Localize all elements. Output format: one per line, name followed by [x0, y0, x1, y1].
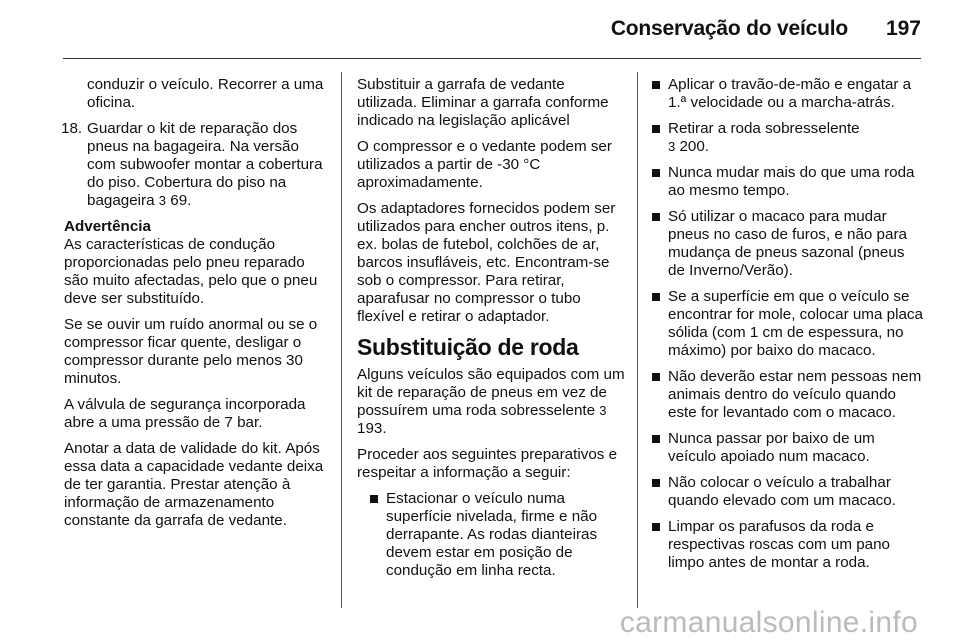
bullet-square-icon — [652, 479, 660, 487]
page-ref[interactable]: 69. — [170, 192, 192, 209]
bullet-item — [366, 490, 625, 580]
bullet-square-icon — [652, 373, 660, 381]
bullet-text: Nunca passar por baixo de um veículo apoiado num macaco. — [668, 430, 875, 465]
page-ref-icon: 3 — [599, 403, 607, 418]
bullet-item — [648, 474, 923, 510]
column-middle — [357, 76, 625, 588]
page-number: 197 — [885, 17, 921, 40]
bullet-text: Nunca mudar mais do que uma roda ao mesmo tempo. — [668, 164, 915, 199]
paragraph: Se se ouvir um ruído anormal ou se o compressor ficar quente, desligar o compressor durante pelo menos 30 minutos. — [64, 316, 318, 387]
bullet-item — [648, 368, 923, 422]
paragraph: Os adaptadores fornecidos podem ser utilizados para encher outros itens, p. ex. bolas de futebol, colchões de ar, barcos insufláveis, etc. Encontram-se sob o compressor. Para retirar, aparafusar no compressor o tubo flexível e retirar o adaptador. — [357, 200, 616, 325]
column-divider — [341, 72, 342, 608]
bullet-text: Estacionar o veículo numa superfície nivelada, firme e não derrapante. As rodas dianteiras devem estar em posição de condução em linha recta. — [386, 490, 598, 579]
column-right — [648, 76, 923, 580]
paragraph: Proceder aos seguintes preparativos e respeitar a informação a seguir: — [357, 446, 618, 481]
page-title: Conservação do veículo — [610, 17, 848, 40]
warning-box — [63, 218, 328, 530]
bullet-item — [648, 164, 923, 200]
bullet-text: Limpar os parafusos da roda e respectivas roscas com um pano limpo antes de montar a roda. — [668, 518, 890, 571]
page-ref-icon: 3 — [158, 193, 167, 208]
bullet-text: Só utilizar o macaco para mudar pneus no caso de furos, e não para mudança de pneus sazonal (pneus de Inverno/Verão). — [668, 208, 907, 279]
header-rule — [63, 58, 921, 59]
bullet-square-icon — [652, 169, 660, 177]
bullet-square-icon — [652, 125, 660, 133]
list-item — [63, 120, 328, 210]
bullet-square-icon — [652, 213, 660, 221]
paragraph: As características de condução proporcionadas pelo pneu reparado são muito afectadas, pelo que o pneu deve ser substituído. — [64, 236, 318, 307]
item-number: 18. — [61, 120, 83, 137]
paragraph — [357, 366, 625, 438]
bullet-item — [648, 288, 923, 360]
bullet-text: Não colocar o veículo a trabalhar quando elevado com um macaco. — [668, 474, 896, 509]
bullet-square-icon — [652, 523, 660, 531]
column-left — [63, 76, 328, 538]
bullet-text: Aplicar o travão-de-mão e engatar a 1.ª velocidade ou a marcha-atrás. — [668, 76, 912, 111]
paragraph: A válvula de segurança incorporada abre a uma pressão de 7 bar. — [64, 396, 306, 431]
bullet-item — [648, 518, 923, 572]
bullet-item — [648, 208, 923, 280]
section-heading: Substituição de roda — [357, 334, 579, 360]
bullet-item — [648, 120, 923, 156]
paragraph: Anotar a data de validade do kit. Após essa data a capacidade vedante deixa de ter garantia. Prestar atenção à informação de armazenamento constante da garrafa de vedante. — [64, 440, 324, 529]
bullet-square-icon — [370, 495, 378, 503]
bullet-text: Se a superfície em que o veículo se encontrar for mole, colocar uma placa sólida (com 1 cm de espessura, no máximo) por baixo do macaco. — [668, 288, 923, 359]
bullet-text: Não deverão estar nem pessoas nem animais dentro do veículo quando este for levantado com o macaco. — [668, 368, 922, 421]
page-ref[interactable]: 193. — [357, 420, 387, 437]
column-divider — [637, 72, 638, 608]
bullet-square-icon — [652, 435, 660, 443]
page-header — [0, 0, 960, 50]
page-ref[interactable]: 200. — [679, 138, 710, 155]
paragraph: Substituir a garrafa de vedante utilizada. Eliminar a garrafa conforme indicado na legislação aplicável — [357, 76, 609, 129]
item-text: Guardar o kit de reparação dos pneus na bagageira. Na versão com subwoofer montar a cobertura do piso. Cobertura do piso na bagageira — [87, 120, 323, 209]
bullet-square-icon — [652, 81, 660, 89]
page-ref-icon: 3 — [668, 139, 676, 154]
paragraph: conduzir o veículo. Recorrer a uma oficina. — [87, 76, 324, 111]
warning-title: Advertência — [64, 218, 151, 235]
paragraph-text: Alguns veículos são equipados com um kit de reparação de pneus em vez de possuírem uma roda sobresselente — [357, 366, 625, 419]
paragraph: O compressor e o vedante podem ser utilizados a partir de -30 °C aproximadamente. — [357, 138, 612, 191]
bullet-item — [648, 76, 923, 112]
bullet-item — [648, 430, 923, 466]
bullet-square-icon — [652, 293, 660, 301]
watermark: carmanualsonline.info — [619, 606, 918, 639]
bullet-text: Retirar a roda sobresselente — [668, 120, 860, 137]
